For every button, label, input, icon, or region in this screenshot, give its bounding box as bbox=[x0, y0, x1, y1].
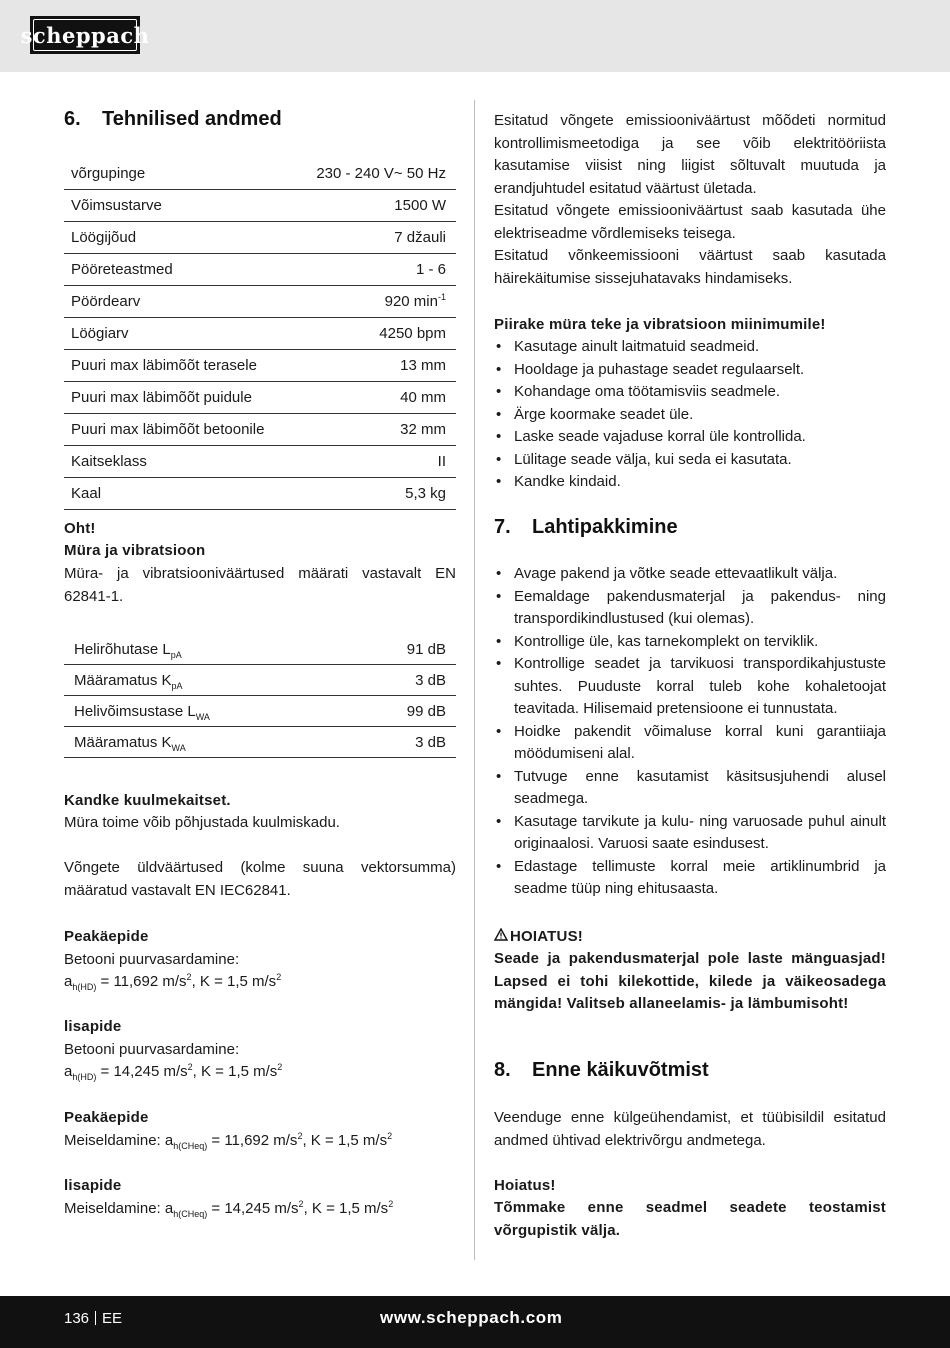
spec-label: Löögiarv bbox=[64, 318, 294, 350]
limit-item: • Ärge koormake seadet üle. bbox=[494, 404, 886, 427]
spec-row bbox=[64, 158, 456, 190]
squared-exponent: 2 bbox=[276, 972, 282, 982]
spec-label: Pöördearv bbox=[64, 286, 294, 318]
noise-label bbox=[64, 727, 348, 758]
squared-exponent: 2 bbox=[277, 1062, 283, 1072]
squared-exponent: 2 bbox=[298, 1198, 304, 1209]
noise-label bbox=[64, 634, 348, 665]
warning-text: Seade ja pakendusmaterjal pole laste mänguasjad! Lapsed ei tohi kilekottide, kilede ja väikeosadega mängida! Valitseb allaneelamis- ja lämbumisoht! bbox=[494, 950, 886, 1012]
spec-value bbox=[294, 286, 456, 318]
section-title: Tehnilised andmed bbox=[102, 108, 282, 130]
vibration-value-line bbox=[64, 971, 456, 994]
vibration-subscript: h(HD) bbox=[72, 1072, 97, 1082]
footer-band bbox=[0, 1296, 950, 1348]
spec-row bbox=[64, 478, 456, 510]
section-title: Enne käikuvõtmist bbox=[532, 1059, 709, 1081]
spec-label: Kaal bbox=[64, 478, 294, 510]
squared-exponent: 2 bbox=[186, 972, 192, 982]
limit-list bbox=[494, 336, 886, 494]
spec-row bbox=[64, 446, 456, 478]
column-divider bbox=[474, 100, 475, 1260]
emission-paragraph-2: Esitatud võngete emissiooniväärtust saab kasutada ühe elektriseadme võrdlemiseks teisega. bbox=[494, 202, 886, 242]
section-number: 6. bbox=[64, 108, 81, 130]
unpacking-item: • Avage pakend ja võtke seade ettevaatlikult välja. bbox=[494, 563, 886, 586]
unpacking-item: • Tutvuge enne kasutamist käsitsusjuhendi alusel seadmega. bbox=[494, 766, 886, 811]
vibration-subscript: h(CHeq) bbox=[173, 1208, 208, 1219]
vibration-heading: lisapide bbox=[64, 1177, 122, 1194]
noise-label bbox=[64, 665, 348, 696]
vibration-text: Võngete üldväärtused (kolme suuna vektorsumma) määratud vastavalt EN IEC62841. bbox=[64, 859, 456, 899]
squared-exponent: 2 bbox=[297, 1130, 303, 1141]
hoiatus-label: Hoiatus! bbox=[494, 1177, 556, 1194]
vibration-subscript: h(HD) bbox=[72, 982, 97, 992]
limit-item: • Kohandage oma töötamisviis seadmele. bbox=[494, 381, 886, 404]
noise-label-subscript: WA bbox=[195, 711, 210, 722]
noise-row bbox=[64, 634, 456, 665]
vibration-block bbox=[64, 1107, 456, 1152]
noise-text: Müra- ja vibratsiooniväärtused määrati vastavalt EN 62841-1. bbox=[64, 565, 456, 605]
spec-value-text: 32 mm bbox=[400, 421, 446, 438]
page-indicator bbox=[64, 1310, 122, 1327]
limit-heading: Piirake müra teke ja vibratsioon miinimumile! bbox=[494, 316, 826, 333]
section-7-heading bbox=[494, 516, 678, 539]
vibration-heading: lisapide bbox=[64, 1018, 122, 1035]
section-number: 8. bbox=[494, 1059, 511, 1081]
spec-value-text: 1 - 6 bbox=[415, 261, 446, 278]
vibration-value-line bbox=[64, 1061, 456, 1084]
warning-triangle-icon bbox=[494, 926, 510, 949]
vibration-desc: Meiseldamine: a bbox=[64, 1131, 174, 1149]
page-number: 136 bbox=[64, 1310, 90, 1327]
unpacking-list bbox=[494, 563, 886, 901]
noise-label-subscript: pA bbox=[171, 680, 183, 691]
unpacking-item: • Kontrollige üle, kas tarnekomplekt on terviklik. bbox=[494, 631, 886, 654]
spec-label: võrgupinge bbox=[64, 158, 294, 190]
spec-label: Pööreteastmed bbox=[64, 254, 294, 286]
logo-text: scheppach bbox=[20, 22, 150, 48]
noise-row bbox=[64, 665, 456, 696]
section-8-text: Veenduge enne külgeühendamist, et tüübisildil esitatud andmed ühtivad elektrivõrgu andmetega. bbox=[494, 1109, 886, 1149]
vibration-desc: Betooni puurvasardamine: bbox=[64, 1040, 240, 1058]
unpacking-item: • Kasutage tarvikute ja kulu- ning varuosade puhul ainult originaalosi. Varuosi saate esindusest. bbox=[494, 811, 886, 856]
noise-table bbox=[64, 634, 456, 758]
spec-label: Kaitseklass bbox=[64, 446, 294, 478]
limit-item: • Kandke kindaid. bbox=[494, 471, 886, 494]
hoiatus-text: Tõmmake enne seadmel seadete teostamist võrgupistik välja. bbox=[494, 1199, 886, 1239]
noise-label-subscript: pA bbox=[170, 649, 182, 660]
vibration-block bbox=[64, 1175, 456, 1220]
spec-value bbox=[294, 446, 456, 478]
noise-label-text: Määramatus K bbox=[74, 671, 172, 689]
vibration-desc: Meiseldamine: a bbox=[64, 1199, 174, 1217]
uncertainty-value: , K = 1,5 m/s bbox=[302, 1131, 388, 1149]
warning-label bbox=[494, 926, 583, 949]
spec-value-text: 13 mm bbox=[400, 357, 446, 374]
spec-value bbox=[294, 222, 456, 254]
unpacking-item: • Edastage tellimuste korral meie artiklinumbrid ja seadme tüüp ning ehitusaasta. bbox=[494, 856, 886, 901]
noise-value: 91 dB bbox=[348, 634, 456, 665]
noise-row bbox=[64, 727, 456, 758]
vibration-symbol: a bbox=[64, 973, 73, 990]
squared-exponent: 2 bbox=[388, 1198, 394, 1209]
spec-label: Puuri max läbimõõt terasele bbox=[64, 350, 294, 382]
spec-value bbox=[294, 414, 456, 446]
spec-value-text: 920 min bbox=[384, 293, 438, 310]
emission-paragraph-3: Esitatud võnkeemissiooni väärtust saab kasutada häirekäitumise sissejuhatavaks hindamiseks. bbox=[494, 247, 886, 287]
noise-row bbox=[64, 696, 456, 727]
spec-value bbox=[294, 318, 456, 350]
spec-row bbox=[64, 318, 456, 350]
noise-label-text: Määramatus K bbox=[74, 733, 172, 751]
limit-item: • Laske seade vajaduse korral üle kontrollida. bbox=[494, 426, 886, 449]
warning-label-text: HOIATUS! bbox=[510, 928, 583, 945]
danger-label: Oht! bbox=[64, 520, 96, 537]
spec-value bbox=[294, 382, 456, 414]
section-title: Lahtipakkimine bbox=[532, 516, 678, 538]
vibration-symbol: a bbox=[64, 1063, 73, 1080]
spec-value-text: II bbox=[437, 453, 446, 470]
ear-protection-heading: Kandke kuulmekaitset. bbox=[64, 792, 231, 809]
vibration-value: = 11,692 m/s bbox=[207, 1131, 298, 1149]
spec-value-exponent: -1 bbox=[437, 292, 446, 302]
noise-value: 99 dB bbox=[348, 696, 456, 727]
unpacking-item: • Hoidke pakendit võimaluse korral kuni garantiiaja möödumiseni alal. bbox=[494, 721, 886, 766]
spec-value-text: 7 džauli bbox=[394, 229, 446, 246]
website-link[interactable]: www.scheppach.com bbox=[380, 1308, 563, 1327]
vibration-value-line bbox=[64, 1198, 456, 1221]
spec-label: Puuri max läbimõõt puidule bbox=[64, 382, 294, 414]
spec-value-text: 4250 bpm bbox=[379, 325, 446, 342]
vibration-desc: Betooni puurvasardamine: bbox=[64, 950, 240, 968]
ear-protection-text: Müra toime võib põhjustada kuulmiskadu. bbox=[64, 814, 340, 831]
vibration-heading: Peakäepide bbox=[64, 1109, 149, 1126]
section-6-heading bbox=[64, 108, 282, 131]
vibration-value: = 11,692 m/s bbox=[96, 973, 187, 990]
spec-row bbox=[64, 382, 456, 414]
emission-paragraph-1: Esitatud võngete emissiooniväärtust mõõdeti normitud kontrollimismeetodiga ja see võib elektritööriista kasutamise viisist ning liigist sõltuvalt muutuda ja erandjuhtudel esitatud väärtust ületada. bbox=[494, 112, 886, 197]
vibration-block bbox=[64, 1016, 456, 1084]
noise-label-text: Helirõhutase L bbox=[74, 640, 171, 658]
squared-exponent: 2 bbox=[387, 1130, 393, 1141]
spec-row bbox=[64, 222, 456, 254]
vibration-value: = 14,245 m/s bbox=[207, 1199, 299, 1217]
limit-item: • Lülitage seade välja, kui seda ei kasutata. bbox=[494, 449, 886, 472]
noise-label-text: Helivõimsustase L bbox=[74, 702, 196, 720]
spec-value-text: 40 mm bbox=[400, 389, 446, 406]
vibration-block bbox=[64, 926, 456, 994]
squared-exponent: 2 bbox=[187, 1062, 193, 1072]
spec-table bbox=[64, 158, 456, 510]
vibration-value: = 14,245 m/s bbox=[96, 1063, 188, 1080]
noise-label-subscript: WA bbox=[171, 742, 186, 753]
section-8-heading bbox=[494, 1059, 709, 1082]
noise-label bbox=[64, 696, 348, 727]
noise-value: 3 dB bbox=[348, 665, 456, 696]
limit-item: • Kasutage ainult laitmatuid seadmeid. bbox=[494, 336, 886, 359]
section-number: 7. bbox=[494, 516, 511, 538]
vibration-heading: Peakäepide bbox=[64, 928, 149, 945]
unpacking-item: • Kontrollige seadet ja tarvikuosi transpordikahjustuste suhtes. Puuduste korral tuleb kohe kohaletoojat teavitada. Hilisemaid pretensioone ei tunnustata. bbox=[494, 653, 886, 721]
spec-value bbox=[294, 478, 456, 510]
spec-row bbox=[64, 190, 456, 222]
spec-row bbox=[64, 350, 456, 382]
language-code: EE bbox=[102, 1310, 123, 1327]
spec-value-text: 5,3 kg bbox=[405, 485, 446, 502]
spec-value bbox=[294, 254, 456, 286]
noise-value: 3 dB bbox=[348, 727, 456, 758]
uncertainty-value: , K = 1,5 m/s bbox=[192, 1063, 278, 1080]
vibration-subscript: h(CHeq) bbox=[173, 1140, 208, 1151]
spec-value bbox=[294, 158, 456, 190]
spec-label: Võimsustarve bbox=[64, 190, 294, 222]
spec-value-text: 230 - 240 V~ 50 Hz bbox=[316, 165, 446, 182]
spec-value bbox=[294, 350, 456, 382]
spec-row bbox=[64, 254, 456, 286]
footer-separator bbox=[95, 1311, 96, 1325]
spec-label: Puuri max läbimõõt betoonile bbox=[64, 414, 294, 446]
header-band bbox=[0, 0, 950, 72]
scheppach-logo bbox=[20, 16, 150, 54]
spec-row bbox=[64, 414, 456, 446]
spec-row bbox=[64, 286, 456, 318]
limit-item: • Hooldage ja puhastage seadet regulaarselt. bbox=[494, 359, 886, 382]
vibration-value-line bbox=[64, 1130, 456, 1153]
unpacking-item: • Eemaldage pakendusmaterjal ja pakendus- ning transpordikindlustused (kui olemas). bbox=[494, 586, 886, 631]
uncertainty-value: , K = 1,5 m/s bbox=[191, 973, 277, 990]
spec-value-text: 1500 W bbox=[394, 197, 446, 214]
spec-label: Löögijõud bbox=[64, 222, 294, 254]
spec-value bbox=[294, 190, 456, 222]
uncertainty-value: , K = 1,5 m/s bbox=[303, 1199, 389, 1217]
noise-heading: Müra ja vibratsioon bbox=[64, 542, 206, 559]
